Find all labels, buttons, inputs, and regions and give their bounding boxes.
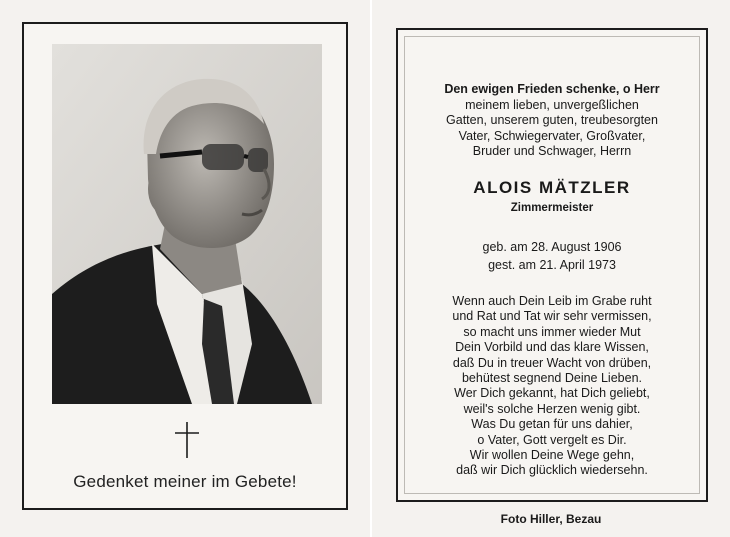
poem-line: und Rat und Tat wir sehr vermissen, [452, 309, 652, 324]
cross-icon [172, 420, 202, 460]
poem-line: daß wir Dich glücklich wiedersehn. [456, 463, 648, 478]
life-dates [398, 238, 706, 274]
birth-date: geb. am 28. August 1906 [482, 240, 622, 254]
poem-line: Was Du getan für uns dahier, [471, 417, 633, 432]
poem-line: Dein Vorbild und das klare Wissen, [455, 340, 649, 355]
poem-line: weil's solche Herzen wenig gibt. [463, 401, 641, 416]
poem-line: behütest segnend Deine Lieben. [461, 371, 642, 386]
deceased-name: ALOIS MÄTZLER [473, 178, 631, 197]
front-frame [22, 22, 348, 510]
dedication [398, 82, 706, 160]
dedication-line: Bruder und Schwager, Herrn [472, 144, 632, 158]
dedication-line: Vater, Schwiegervater, Großvater, [458, 128, 646, 143]
poem-line: Wir wollen Deine Wege gehn, [469, 448, 635, 463]
dedication-lead: Den ewigen Frieden schenke, o Herr [444, 82, 660, 96]
back-frame [396, 28, 708, 502]
memorial-card-back [372, 0, 730, 537]
portrait-photo [52, 44, 322, 404]
poem-line: daß Du in treuer Wacht von drüben, [452, 355, 652, 370]
poem-line: o Vater, Gott vergelt es Dir. [477, 432, 627, 447]
poem-line: so macht uns immer wieder Mut [463, 324, 641, 339]
memorial-poem [398, 294, 706, 479]
profession: Zimmermeister [510, 202, 594, 214]
death-date: gest. am 21. April 1973 [488, 258, 616, 272]
photographer-credit: Foto Hiller, Bezau [500, 512, 602, 526]
poem-line: Wer Dich gekannt, hat Dich geliebt, [454, 386, 650, 401]
dedication-line: Gatten, unserem guten, treubesorgten [446, 113, 658, 127]
prayer-text: Gedenket meiner im Gebete! [73, 472, 297, 491]
dedication-line: meinem lieben, unvergeßlichen [465, 97, 639, 112]
poem-line: Wenn auch Dein Leib im Grabe ruht [452, 294, 652, 308]
